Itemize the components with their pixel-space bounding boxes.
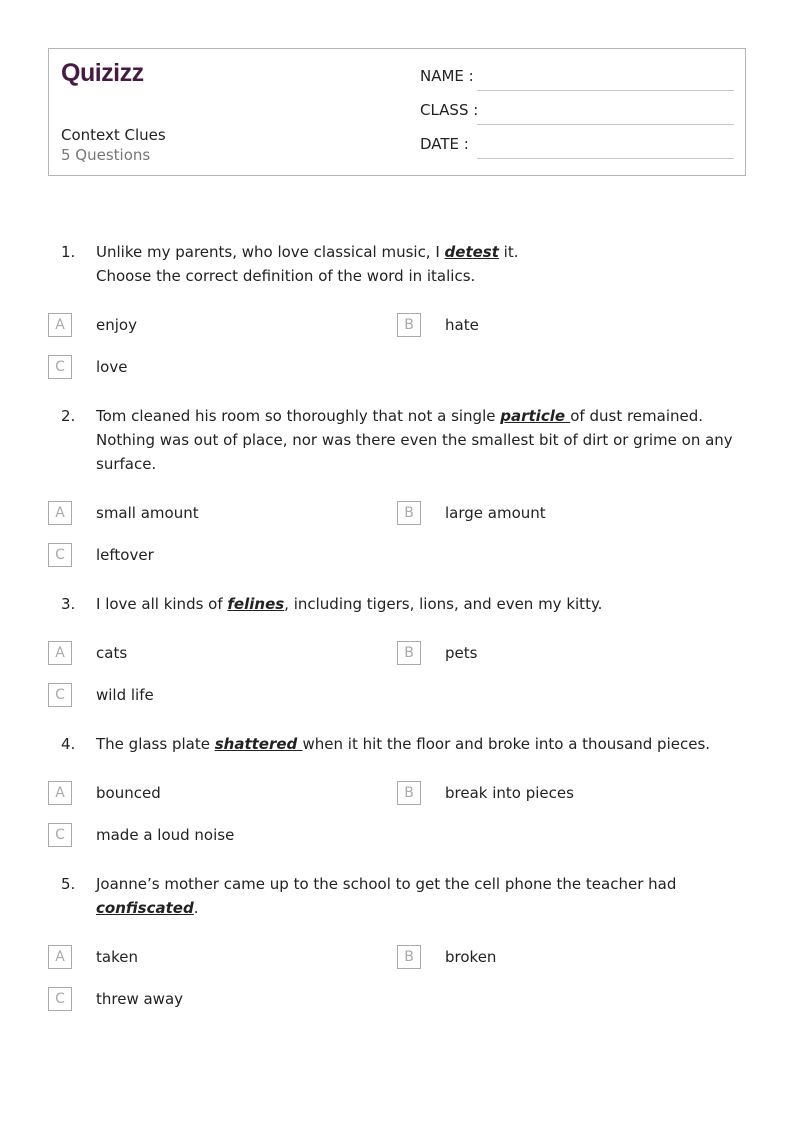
question-text-pre: I love all kinds of bbox=[96, 595, 228, 613]
option-text: leftover bbox=[96, 546, 154, 564]
class-field[interactable] bbox=[420, 101, 734, 125]
question-text-post: of dust remained. Nothing was out of place, nor was there even the smallest bit of dirt or grime on any surface. bbox=[96, 407, 733, 473]
question-text-post: . bbox=[193, 899, 199, 917]
option-text: hate bbox=[445, 316, 479, 334]
option-letter-box[interactable]: A bbox=[48, 501, 72, 525]
option-text: break into pieces bbox=[445, 784, 574, 802]
date-field[interactable] bbox=[420, 135, 734, 159]
option-letter-box[interactable]: C bbox=[48, 823, 72, 847]
question-keyword: felines bbox=[227, 595, 285, 613]
question-keyword: confiscated bbox=[96, 899, 194, 917]
option-text: small amount bbox=[96, 504, 199, 522]
name-line[interactable] bbox=[477, 90, 734, 91]
question-text-post: it. bbox=[498, 243, 519, 261]
class-line[interactable] bbox=[477, 124, 734, 125]
option-letter-box[interactable]: C bbox=[48, 987, 72, 1011]
class-label: CLASS : bbox=[420, 101, 479, 119]
option-letter-box[interactable]: B bbox=[397, 945, 421, 969]
option-text: love bbox=[96, 358, 128, 376]
worksheet-header bbox=[48, 48, 746, 176]
question-text-pre: Joanne’s mother came up to the school to get the cell phone the teacher had bbox=[96, 875, 677, 893]
question-keyword: particle bbox=[500, 407, 571, 425]
option-text: large amount bbox=[445, 504, 546, 522]
option-text: pets bbox=[445, 644, 478, 662]
question-text bbox=[96, 404, 736, 476]
question-text-post: , including tigers, lions, and even my kitty. bbox=[284, 595, 603, 613]
question-number: 4. bbox=[61, 735, 76, 753]
option-text: wild life bbox=[96, 686, 154, 704]
question-count: 5 Questions bbox=[61, 146, 151, 164]
option-text: broken bbox=[445, 948, 497, 966]
option-letter-box[interactable]: B bbox=[397, 781, 421, 805]
option-text: taken bbox=[96, 948, 138, 966]
name-label: NAME : bbox=[420, 67, 474, 85]
option-text: cats bbox=[96, 644, 128, 662]
option-letter-box[interactable]: B bbox=[397, 501, 421, 525]
option-letter-box[interactable]: C bbox=[48, 543, 72, 567]
option-letter-box[interactable]: C bbox=[48, 355, 72, 379]
question-number: 1. bbox=[61, 243, 76, 261]
option-letter-box[interactable]: A bbox=[48, 945, 72, 969]
question-text-post: when it hit the floor and broke into a thousand pieces. bbox=[302, 735, 711, 753]
question-text bbox=[96, 732, 736, 756]
date-label: DATE : bbox=[420, 135, 469, 153]
option-letter-box[interactable]: A bbox=[48, 781, 72, 805]
option-letter-box[interactable]: B bbox=[397, 641, 421, 665]
option-text: bounced bbox=[96, 784, 161, 802]
worksheet-title: Context Clues bbox=[61, 126, 166, 144]
option-text: enjoy bbox=[96, 316, 137, 334]
question-number: 5. bbox=[61, 875, 76, 893]
question-instruction: Choose the correct definition of the word in italics. bbox=[96, 267, 476, 285]
option-letter-box[interactable]: C bbox=[48, 683, 72, 707]
quizizz-logo: Quizizz bbox=[61, 59, 144, 87]
question-keyword: detest bbox=[444, 243, 499, 261]
question-text-pre: The glass plate bbox=[96, 735, 215, 753]
question-number: 3. bbox=[61, 595, 76, 613]
option-text: made a loud noise bbox=[96, 826, 235, 844]
name-field[interactable] bbox=[420, 67, 734, 91]
question-text-pre: Tom cleaned his room so thoroughly that not a single bbox=[96, 407, 501, 425]
question-text bbox=[96, 872, 736, 920]
option-text: threw away bbox=[96, 990, 184, 1008]
option-letter-box[interactable]: A bbox=[48, 641, 72, 665]
date-line[interactable] bbox=[477, 158, 734, 159]
question-text bbox=[96, 240, 736, 288]
question-number: 2. bbox=[61, 407, 76, 425]
question-keyword: shattered bbox=[214, 735, 303, 753]
question-text bbox=[96, 592, 736, 616]
option-letter-box[interactable]: A bbox=[48, 313, 72, 337]
option-letter-box[interactable]: B bbox=[397, 313, 421, 337]
question-text-pre: Unlike my parents, who love classical music, I bbox=[96, 243, 445, 261]
